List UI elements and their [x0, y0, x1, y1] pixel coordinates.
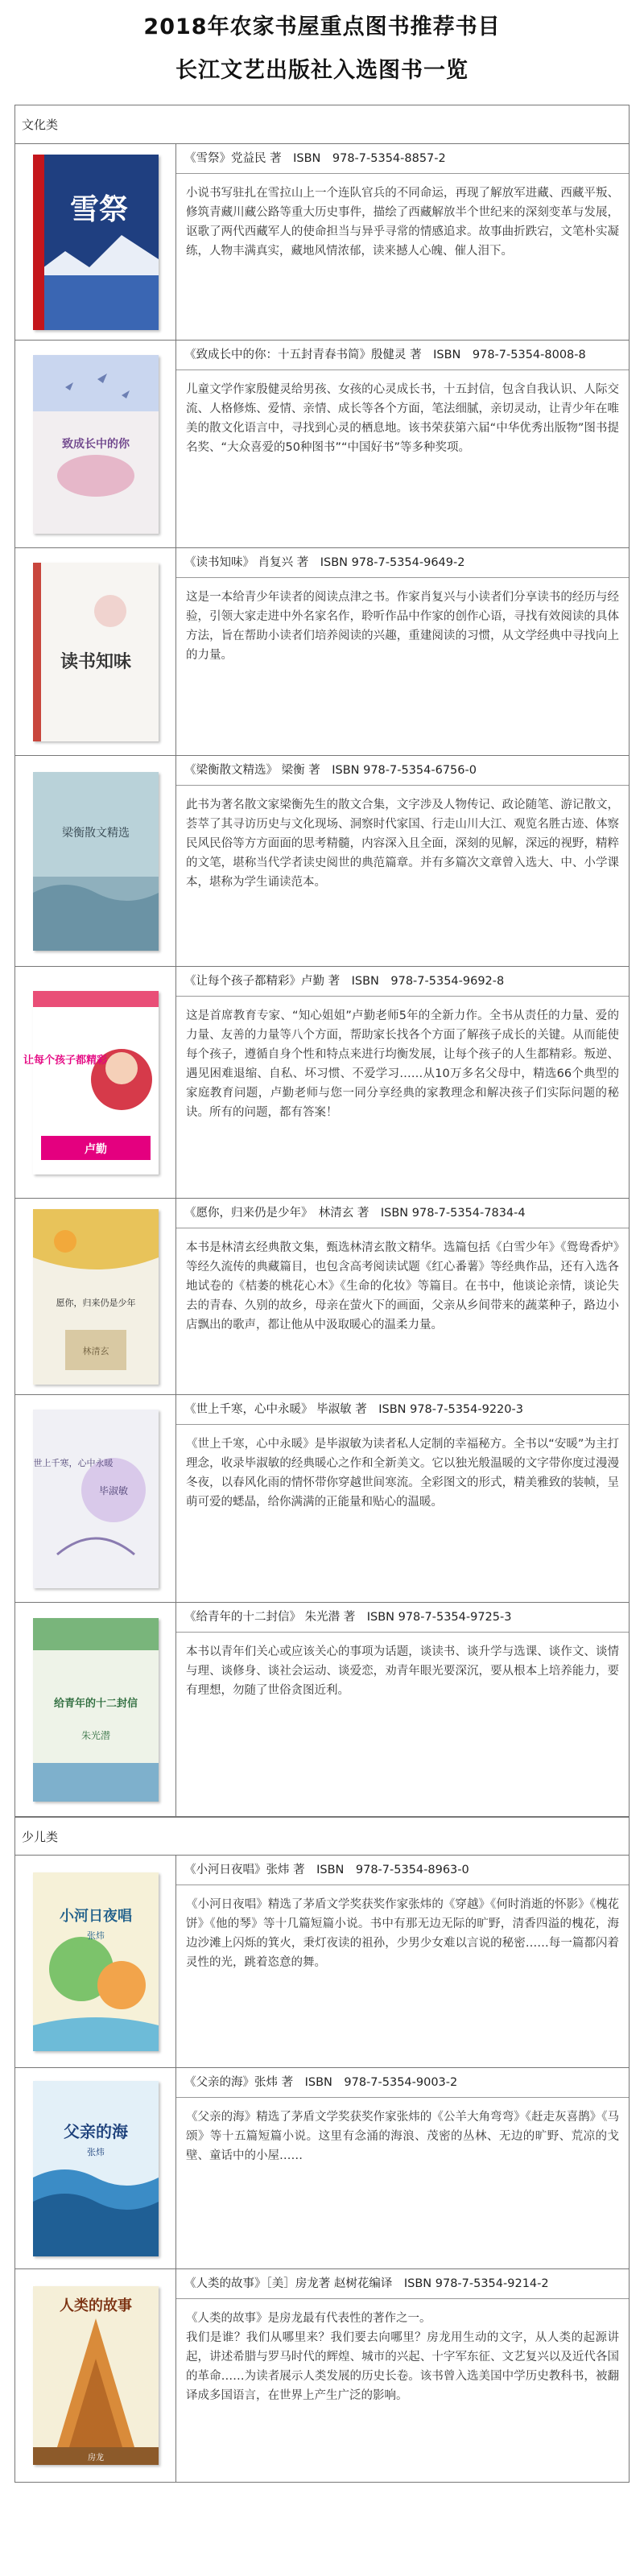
book-cover-cell — [15, 144, 176, 340]
section-header-culture: 文化类 — [15, 105, 629, 144]
section-header-children: 少儿类 — [15, 1817, 629, 1856]
book-cover-cell — [15, 967, 176, 1198]
book-cover-cell — [15, 2068, 176, 2268]
book-description: 这是首席教育专家、“知心姐姐”卢勤老师5年的全新力作。全书从责任的力量、爱的力量、友善的力量等八个方面，帮助家长找各个方面了解孩子成长的关键。从而能使每个孩子，遵循自身个性和特点来进行均衡发展，让每个孩子的人生都精彩。叛逆、遇见困难退缩、自私、坏习惯、不爱学习……从10万多名父母中，精选66个典型的家庭教育问题，卢勤老师与您一同分享经典的家教理念和解决孩子们实际问题的秘诀。所有的问题，都有答案！ — [186, 1009, 619, 1119]
cover-art — [33, 772, 159, 951]
book-cover-cell — [15, 2269, 176, 2482]
cover-title-text: 读书知味 — [60, 650, 131, 672]
book-info — [176, 756, 629, 966]
page-header — [0, 0, 644, 105]
cover-author-text: 房龙 — [87, 2454, 104, 2462]
book-meta: 《父亲的海》张炜 著 ISBN 978-7-5354-9003-2 — [176, 2068, 629, 2098]
page-title-line-1: 2018年农家书屋重点图书推荐书目 — [143, 14, 501, 39]
cover-art — [23, 991, 159, 1174]
book-cover-image — [33, 355, 159, 534]
cover-art — [33, 355, 159, 534]
cover-title-text: 父亲的海 — [63, 2121, 128, 2141]
book-cover-cell — [15, 548, 176, 755]
book-description: 《世上千寒，心中永暖》是毕淑敏为读者私人定制的幸福秘方。全书以“安暖”为主打理念，收录毕淑敏的经典暖心之作和全新美文。它以独光般温暖的文字带你度过漫漫冬夜，以春风化雨的情怀带你穿越世间寒流。全彩图文的形式，精美雅致的装帧，呈萌可爱的蟋晶，给你满满的正能量和贴心的温暖。 — [186, 1438, 619, 1509]
book-meta: 《愿你，归来仍是少年》 林清玄 著 ISBN 978-7-5354-7834-4 — [176, 1199, 629, 1228]
book-row — [15, 756, 629, 967]
book-cover-image — [33, 2081, 159, 2256]
book-info — [176, 144, 629, 340]
book-cover-cell — [15, 1395, 176, 1602]
book-cover-image — [33, 563, 159, 741]
cover-title-text: 致成长中的你 — [61, 437, 130, 451]
book-info — [176, 1856, 629, 2067]
book-info — [176, 1199, 629, 1394]
book-cover-cell — [15, 1856, 176, 2067]
book-description: 这是一本给青少年读者的阅读点津之书。作家肖复兴与小读者们分享读书的经历与经验，引领大家走进中外名家名作，聆听作品中作家的创作心语，寻找有效阅读的具体方法，旨在帮助小读者们培养阅读的兴趣，重建阅读的习惯，从文学经典中寻找向上的力量。 — [186, 591, 619, 662]
book-cover-image — [33, 1872, 159, 2051]
cover-art — [33, 2081, 159, 2256]
book-info — [176, 548, 629, 755]
book-row — [15, 1856, 629, 2068]
book-cover-image — [33, 1618, 159, 1802]
book-meta: 《人类的故事》［美］房龙著 赵树花编译 ISBN 978-7-5354-9214-2 — [176, 2269, 629, 2299]
book-meta: 《雪祭》党益民 著 ISBN 978-7-5354-8857-2 — [176, 144, 629, 174]
book-description: 儿童文学作家殷健灵给男孩、女孩的心灵成长书，十五封信，包含自我认识、人际交流、人格修炼、爱情、亲情、成长等各个方面，笔法细腻，亲切灵动，让青少年在唯美的散文化语言中，寻找到心灵的栖息地。该书荣获第六届“中华优秀出版物”图书提名奖、“大众喜爱的50种图书”“中国好书”等多种奖项。 — [186, 383, 619, 454]
book-meta: 《小河日夜唱》张炜 著 ISBN 978-7-5354-8963-0 — [176, 1856, 629, 1885]
cover-art — [33, 1209, 159, 1385]
book-info — [176, 1395, 629, 1602]
cover-art — [33, 1872, 159, 2051]
book-cover-cell — [15, 1603, 176, 1816]
book-cover-image — [33, 1410, 159, 1588]
cover-title-text: 人类的故事 — [59, 2297, 132, 2314]
cover-art — [33, 155, 159, 330]
cover-title-text: 小河日夜唱 — [59, 1907, 132, 1925]
book-row — [15, 144, 629, 341]
cover-author-text: 张炜 — [86, 1930, 105, 1941]
book-cover-image — [33, 1209, 159, 1385]
book-meta: 《给青年的十二封信》 朱光潜 著 ISBN 978-7-5354-9725-3 — [176, 1603, 629, 1633]
book-info — [176, 967, 629, 1198]
book-row — [15, 2269, 629, 2482]
cover-title-text: 给青年的十二封信 — [53, 1697, 138, 1710]
book-description: 此书为著名散文家梁衡先生的散文合集，文字涉及人物传记、政论随笔、游记散文，荟萃了其寻访历史与文化现场、洞察时代家国、行走山川大江、观览名胜古迹、体察民风民俗等方方面面的思考精髓，内容深入且全面，深刻的见解，深远的视野，精粹的文笔，堪称当代学者读史阅世的典范篇章。并有多篇次文章曾入选大、中、小学课本，堪称为学生诵读范本。 — [186, 799, 619, 889]
cover-art — [33, 563, 159, 741]
book-meta: 《梁衡散文精选》 梁衡 著 ISBN 978-7-5354-6756-0 — [176, 756, 629, 786]
book-cover-image — [33, 155, 159, 330]
book-description: 《人类的故事》是房龙最有代表性的著作之一。 我们是谁？我们从哪里来？我们要去向哪里？房龙用生动的文字，从人类的起源讲起，讲述希腊与罗马时代的辉煌、城市的兴起、十字军东征、文艺复兴以及近代各国的革命……为读者展示人类发展的历史长卷。该书曾入选美国中学历史教科书，被翻译成多国语言，在世界上产生广泛的影响。 — [186, 2312, 619, 2402]
book-row — [15, 1603, 629, 1817]
cover-title-text: 让每个孩子都精彩 — [23, 1054, 107, 1067]
page-title-line-2: 长江文艺出版社入选图书一览 — [175, 58, 469, 83]
cover-author-text: 毕淑敏 — [98, 1484, 128, 1496]
book-row — [15, 967, 629, 1199]
book-meta: 《世上千寒，心中永暖》 毕淑敏 著 ISBN 978-7-5354-9220-3 — [176, 1395, 629, 1425]
book-description: 《父亲的海》精选了茅盾文学奖获奖作家张炜的《公羊大角弯弯》《赶走灰喜鹊》《马颂》等十五篇短篇小说。这里有念涌的海浪、茂密的丛林、无边的旷野、荒凉的戈壁、童话中的小屋…… — [186, 2111, 619, 2162]
book-cover-cell — [15, 1199, 176, 1394]
cover-title-text: 世上千寒，心中永暖 — [33, 1457, 113, 1468]
book-description: 本书是林清玄经典散文集，甄选林清玄散文精华。选篇包括《白雪少年》《鸳鸯香炉》等经久流传的典藏篇目，也包含高考阅读试题《红心番薯》等经典作品，还有入选各地试卷的《桔萎的桃花心木》《生命的化妆》等篇目。在书中，他谈论亲情，谈论失去的青春、久别的故乡，母亲在萤火下的画面，父亲从乡间带来的蔬菜种子，路边小店飘出的歌声，都让他从中汲取暖心的温柔力量。 — [186, 1241, 619, 1331]
book-row — [15, 1395, 629, 1603]
cover-art — [33, 1410, 159, 1588]
cover-author-text: 朱光潜 — [80, 1729, 110, 1741]
cover-art — [33, 1618, 159, 1802]
book-cover-image — [33, 772, 159, 951]
cover-art — [33, 2286, 159, 2465]
book-info — [176, 1603, 629, 1816]
cover-title-text: 愿你，归来仍是少年 — [56, 1297, 135, 1308]
book-cover-cell — [15, 756, 176, 966]
book-description: 《小河日夜唱》精选了茅盾文学奖获奖作家张炜的《穿越》《何时消逝的怀影》《槐花饼》《他的琴》等十几篇短篇小说。书中有那无边无际的旷野，清香四溢的槐花，海边沙滩上闪烁的箕火，秉灯夜读的祖孙，少男少女难以言说的秘密……每一篇都闪着灵性的光，跳着恣意的舞。 — [186, 1898, 619, 1969]
book-meta: 《致成长中的你：十五封青春书简》殷健灵 著 ISBN 978-7-5354-8008-8 — [176, 341, 629, 370]
book-description: 小说书写驻扎在雪拉山上一个连队官兵的不同命运，再现了解放军进藏、西藏平叛、修筑青藏川藏公路等重大历史事件，描绘了西藏解放半个世纪来的深刻变革与发展，讴歌了两代西藏军人的使命担当与异乎寻常的情感追求。故事曲折跌宕，文笔朴实凝练，人物丰满真实，藏地风情浓郁，读来撼人心魄、催人泪下。 — [186, 187, 619, 258]
book-info — [176, 2068, 629, 2268]
book-meta: 《让每个孩子都精彩》卢勤 著 ISBN 978-7-5354-9692-8 — [176, 967, 629, 997]
book-info — [176, 341, 629, 547]
book-description: 本书以青年们关心或应该关心的事项为话题，谈读书、谈升学与选课、谈作文、谈情与理、谈修身、谈社会运动、谈爱恋，劝青年眼光要深沉，要从根本上培养能力，要有理想，勿随了世俗贪图近利。 — [186, 1645, 619, 1697]
cover-title-text: 梁衡散文精选 — [61, 826, 130, 840]
book-cover-image — [33, 2286, 159, 2465]
book-row — [15, 2068, 629, 2269]
cover-author-text: 张炜 — [86, 2146, 105, 2157]
book-cover-image — [23, 991, 159, 1174]
book-info — [176, 2269, 629, 2482]
book-row — [15, 548, 629, 756]
book-row — [15, 341, 629, 548]
book-row — [15, 1199, 629, 1395]
cover-title-text: 雪祭 — [69, 192, 128, 226]
book-list-table — [14, 105, 630, 2483]
cover-author-text: 林清玄 — [82, 1345, 109, 1356]
cover-author-text: 卢勤 — [84, 1142, 107, 1156]
book-cover-cell — [15, 341, 176, 547]
book-meta: 《读书知味》 肖复兴 著 ISBN 978-7-5354-9649-2 — [176, 548, 629, 578]
